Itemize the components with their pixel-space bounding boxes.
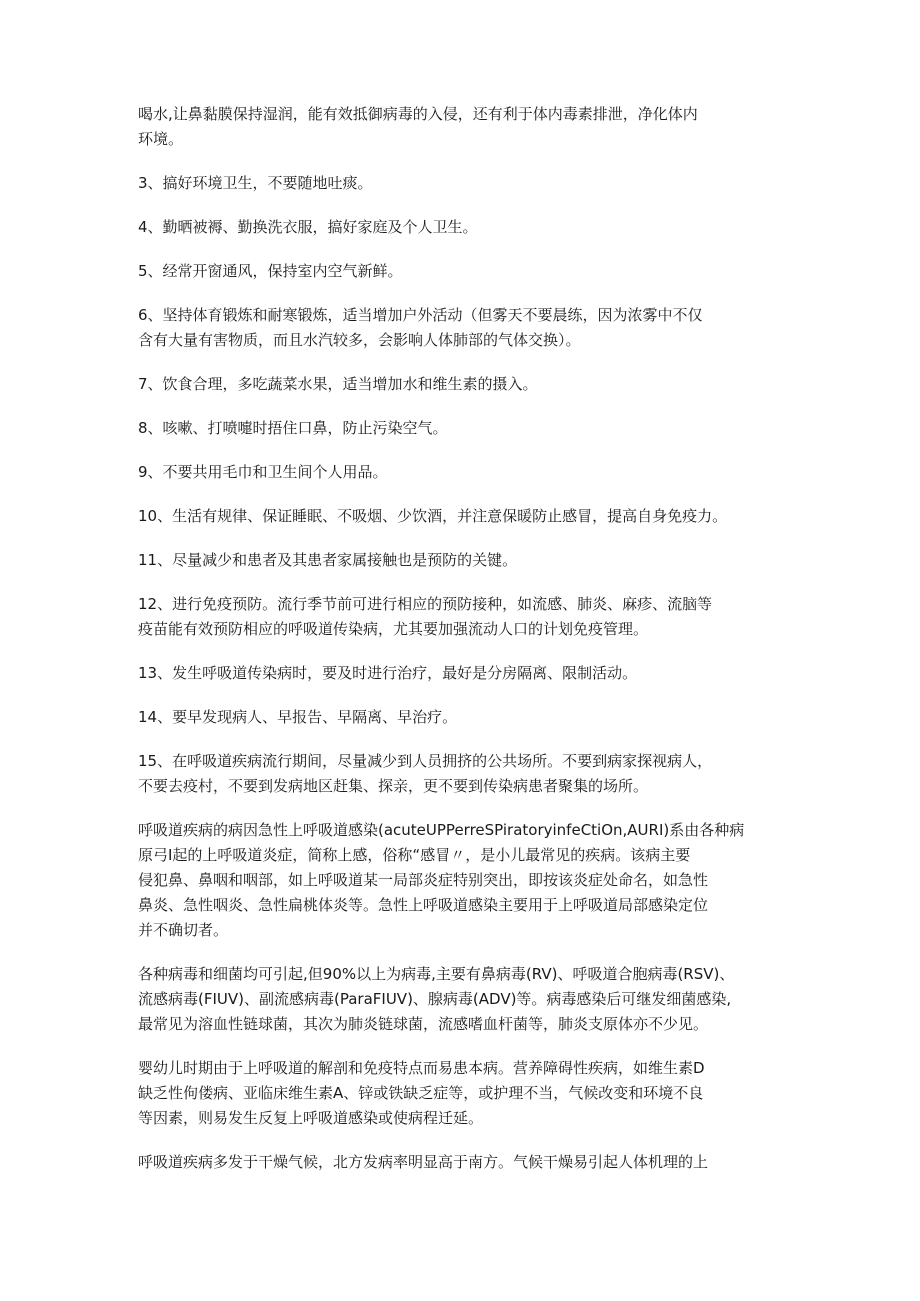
- paragraph-item-10: [138, 504, 798, 529]
- text-line: 流感病毒(FIUV)、副流感病毒(ParaFIUV)、腺病毒(ADV)等。病毒感染后可继发细菌感染,: [138, 990, 732, 1008]
- paragraph-item-6: [138, 303, 798, 353]
- paragraph-item-15: [138, 749, 798, 799]
- paragraph-item-3: [138, 171, 798, 196]
- text-line: 各种病毒和细菌均可引起,但90%以上为病毒,主要有鼻病毒(RV)、呼吸道合胞病毒(RSV)、: [138, 965, 735, 983]
- paragraph-item-13: [138, 661, 798, 686]
- paragraph-item-7: [138, 372, 798, 397]
- text-line: 鼻炎、急性咽炎、急性扁桃体炎等。急性上呼吸道感染主要用于上呼吸道局部感染定位: [138, 896, 709, 914]
- text-line: 15、在呼吸道疾病流行期间，尽量减少到人员拥挤的公共场所。不要到病家探视病人，: [138, 752, 713, 770]
- text-line: 等因素，则易发生反复上呼吸道感染或使病程迁延。: [138, 1109, 484, 1127]
- paragraph-item-8: [138, 416, 798, 441]
- text-line: 最常见为溶血性链球菌，其次为肺炎链球菌，流感嗜血杆菌等，肺炎支原体亦不少见。: [138, 1015, 709, 1033]
- text-line: 10、生活有规律、保证睡眠、不吸烟、少饮酒，并注意保暖防止感冒，提高自身免疫力。: [138, 507, 728, 525]
- text-line: 不要去疫村，不要到发病地区赶集、探亲，更不要到传染病患者聚集的场所。: [138, 777, 649, 795]
- text-line: 呼吸道疾病的病因急性上呼吸道感染(acuteUPPerreSPiratoryinfeCtiOn,AURI)系由各种病: [138, 821, 745, 839]
- text-line: 11、尽量减少和患者及其患者家属接触也是预防的关键。: [138, 551, 518, 569]
- paragraph-item-9: [138, 460, 798, 485]
- paragraph-item-4: [138, 215, 798, 240]
- text-line: 9、不要共用毛巾和卫生间个人用品。: [138, 463, 388, 481]
- text-line: 6、坚持体育锻炼和耐寒锻炼，适当增加户外活动（但雾天不要晨练，因为浓雾中不仅: [138, 306, 703, 324]
- text-line: 7、饮食合理，多吃蔬菜水果，适当增加水和维生素的摄入。: [138, 375, 538, 393]
- paragraph-etiology: [138, 818, 798, 943]
- text-line: 12、进行免疫预防。流行季节前可进行相应的预防接种，如流感、肺炎、麻疹、流脑等: [138, 595, 713, 613]
- paragraph-item-5: [138, 259, 798, 284]
- text-line: 疫苗能有效预防相应的呼吸道传染病，尤其要加强流动人口的计划免疫管理。: [138, 620, 649, 638]
- text-line: 并不确切者。: [138, 921, 229, 939]
- text-line: 14、要早发现病人、早报告、早隔离、早治疗。: [138, 708, 458, 726]
- text-line: 13、发生呼吸道传染病时，要及时进行治疗，最好是分房隔离、限制活动。: [138, 664, 638, 682]
- text-line: 8、咳嗽、打喷嚏时捂住口鼻，防止污染空气。: [138, 419, 448, 437]
- text-line: 原弓I起的上呼吸道炎症，简称上感，俗称“感冒〃，是小儿最常见的疾病。该病主要: [138, 846, 691, 864]
- paragraph-item-12: [138, 592, 798, 642]
- paragraph-drink-water: [138, 102, 798, 152]
- text-line: 含有大量有害物质，而且水汽较多，会影响人体肺部的气体交换）。: [138, 331, 581, 349]
- paragraph-infants: [138, 1056, 798, 1131]
- document-page: [138, 102, 798, 1194]
- text-line: 3、搞好环境卫生，不要随地吐痰。: [138, 174, 373, 192]
- paragraph-item-14: [138, 705, 798, 730]
- text-line: 缺乏性佝偻病、亚临床维生素A、锌或铁缺乏症等，或护理不当，气候改变和环境不良: [138, 1084, 704, 1102]
- text-line: 环境。: [138, 130, 184, 148]
- text-line: 4、勤晒被褥、勤换洗衣服，搞好家庭及个人卫生。: [138, 218, 478, 236]
- paragraph-item-11: [138, 548, 798, 573]
- text-line: 婴幼儿时期由于上呼吸道的解剖和免疫特点而易患本病。营养障碍性疾病，如维生素D: [138, 1059, 705, 1077]
- paragraph-climate: [138, 1150, 798, 1175]
- text-line: 喝水,让鼻黏膜保持湿润，能有效抵御病毒的入侵，还有利于体内毒素排泄，净化体内: [138, 105, 698, 123]
- text-line: 呼吸道疾病多发于干燥气候，北方发病率明显高于南方。气候干燥易引起人体机理的上: [138, 1153, 709, 1171]
- text-line: 5、经常开窗通风，保持室内空气新鲜。: [138, 262, 403, 280]
- text-line: 侵犯鼻、鼻咽和咽部，如上呼吸道某一局部炎症特别突出，即按该炎症处命名，如急性: [138, 871, 709, 889]
- paragraph-pathogens: [138, 962, 798, 1037]
